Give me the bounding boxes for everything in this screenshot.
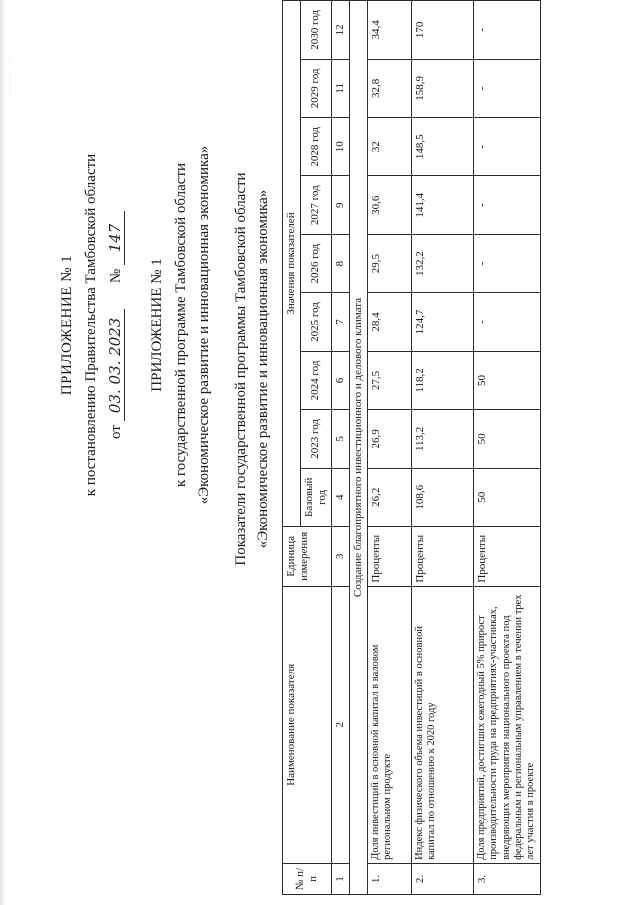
- header-year-2024: 2024 год: [300, 351, 331, 409]
- value-cell: 148,5: [411, 118, 473, 176]
- section-row: [349, 1, 367, 895]
- column-number: 12: [331, 1, 349, 60]
- indicator-name: Индекс физического объема инвестиций в основной капитал по отношению к 2020 году: [411, 586, 473, 863]
- header-year-2030: 2030 год: [300, 1, 331, 60]
- indicator-name: Доля предприятий, достигших ежегодный 5% прирост производительности труда на предприятиях-участниках, внедряющих мероприятия национального проекта под федеральным и региональным управлением в течении трех лет участия в проекте: [473, 586, 540, 863]
- value-cell: 141,4: [411, 176, 473, 234]
- column-number: 11: [331, 59, 349, 117]
- header-base-year: Базовый год: [300, 468, 331, 526]
- value-cell: -: [473, 59, 540, 117]
- indicators-table: [282, 0, 541, 895]
- value-cell: 34,4: [367, 1, 411, 60]
- value-cell: 118,2: [411, 351, 473, 409]
- faint-margin-marks: ·········· ·· ··: [8, 53, 14, 100]
- value-cell: 26,9: [367, 410, 411, 468]
- column-number: 2: [331, 586, 349, 863]
- value-cell: -: [473, 234, 540, 292]
- value-cell: 132,2: [411, 234, 473, 292]
- section-title: Создание благоприятного инвестиционного и делового климата: [349, 1, 367, 895]
- value-cell: 170: [411, 1, 473, 60]
- column-number: 4: [331, 468, 349, 526]
- value-cell: 50: [473, 410, 540, 468]
- number-prefix: №: [108, 268, 124, 284]
- value-cell: 50: [473, 468, 540, 526]
- column-number: 6: [331, 351, 349, 409]
- row-num: 2.: [411, 863, 473, 894]
- table-header-row: [283, 1, 301, 895]
- value-cell: 30,6: [367, 176, 411, 234]
- header-year-2026: 2026 год: [300, 234, 331, 292]
- date-prefix: от: [108, 425, 124, 439]
- table-row: [411, 1, 473, 895]
- header-year-2023: 2023 год: [300, 410, 331, 468]
- value-cell: 28,4: [367, 293, 411, 351]
- table-row: [473, 1, 540, 895]
- column-number: 5: [331, 410, 349, 468]
- header-year-2028: 2028 год: [300, 118, 331, 176]
- value-cell: 113,2: [411, 410, 473, 468]
- column-number: 7: [331, 293, 349, 351]
- value-cell: 26,2: [367, 468, 411, 526]
- column-number: 1: [331, 863, 349, 894]
- handwritten-number: 147: [106, 211, 125, 265]
- column-number: 8: [331, 234, 349, 292]
- indicator-unit: Проценты: [411, 527, 473, 587]
- column-number: 9: [331, 176, 349, 234]
- value-cell: 29,5: [367, 234, 411, 292]
- table-row: [367, 1, 411, 895]
- appendix1-date-number-line: [106, 65, 125, 585]
- value-cell: 50: [473, 351, 540, 409]
- column-number: 3: [331, 527, 349, 587]
- value-cell: 27,5: [367, 351, 411, 409]
- value-cell: -: [473, 293, 540, 351]
- header-year-2025: 2025 год: [300, 293, 331, 351]
- value-cell: -: [473, 176, 540, 234]
- appendix1-decree-line: к постановлению Правительства Тамбовской области: [83, 153, 99, 497]
- appendix2-program-name: «Экономическое развитие и инновационная экономика»: [196, 145, 212, 505]
- value-cell: -: [473, 118, 540, 176]
- value-cell: 158,9: [411, 59, 473, 117]
- header-name: Наименование показателя: [283, 586, 332, 863]
- header-year-2027: 2027 год: [300, 176, 331, 234]
- column-number: 10: [331, 118, 349, 176]
- scan-edge-shadow: [0, 0, 6, 905]
- indicator-unit: Проценты: [473, 527, 540, 587]
- header-unit: Единица измерения: [283, 527, 332, 587]
- row-num: 3.: [473, 863, 540, 894]
- handwritten-date: 03. 03. 2023: [106, 309, 125, 421]
- indicator-unit: Проценты: [367, 527, 411, 587]
- value-cell: 32,8: [367, 59, 411, 117]
- value-cell: -: [473, 1, 540, 60]
- table-caption: Показатели государственной программы Тамбовской области: [233, 172, 249, 566]
- value-cell: 32: [367, 118, 411, 176]
- appendix2-program-line: к государственной программе Тамбовской области: [173, 162, 189, 488]
- appendix1-title: ПРИЛОЖЕНИЕ № 1: [59, 254, 75, 396]
- column-number-row: [331, 1, 349, 895]
- indicator-name: Доля инвестиций в основной капитал в валовом региональном продукте: [367, 586, 411, 863]
- table-caption-program: «Экономическое развитие и инновационная экономика»: [255, 189, 271, 549]
- header-year-2029: 2029 год: [300, 59, 331, 117]
- value-cell: 108,6: [411, 468, 473, 526]
- appendix2-title: ПРИЛОЖЕНИЕ № 1: [149, 258, 165, 392]
- row-num: 1.: [367, 863, 411, 894]
- header-values-group: Значения показателей: [283, 1, 301, 527]
- header-num: № п/п: [283, 863, 332, 894]
- value-cell: 124,7: [411, 293, 473, 351]
